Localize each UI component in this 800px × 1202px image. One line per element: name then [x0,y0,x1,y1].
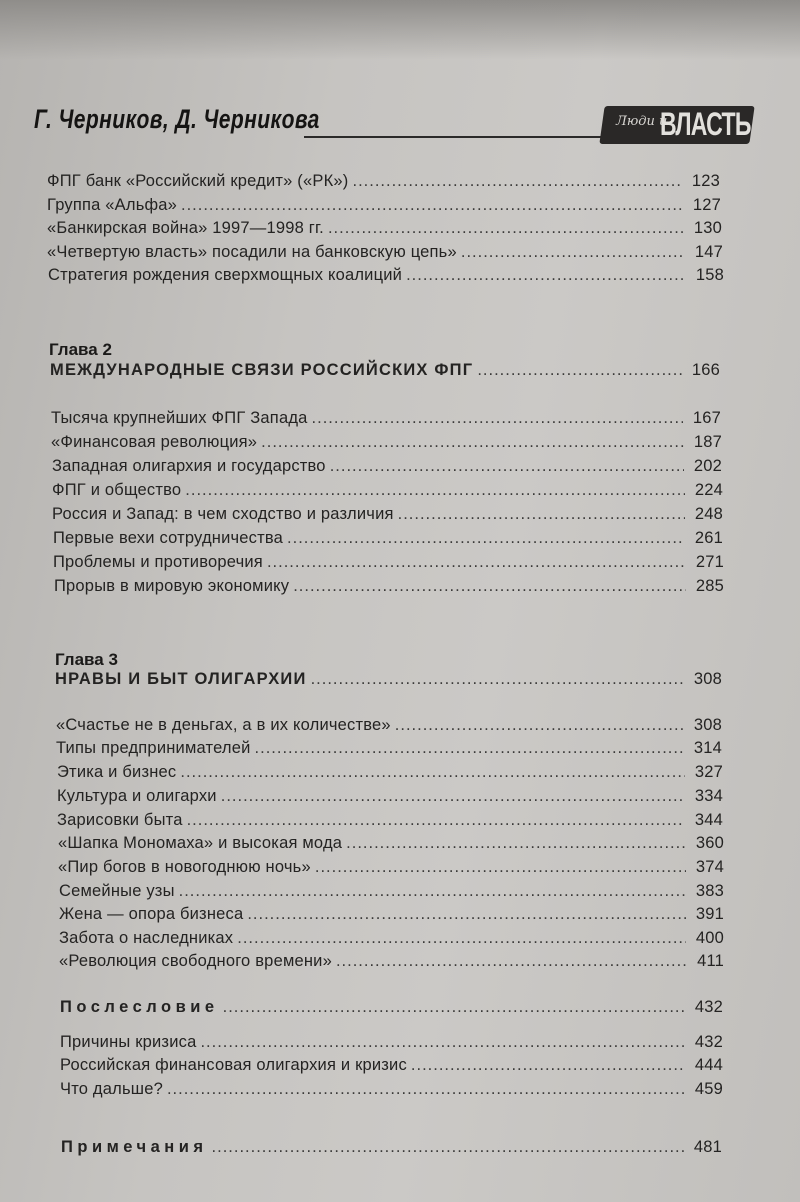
header-authors: Г. Черников, Д. Черникова [34,104,320,134]
toc-entry-title: Проблемы и противоречия [53,553,263,571]
notes-title: Примечания [61,1138,208,1156]
toc-entry-page: 285 [695,577,724,595]
toc-entry-page: 400 [695,929,724,947]
toc-entry [59,905,724,924]
toc-leader [328,219,684,238]
running-header [34,98,751,150]
series-logo [602,100,752,150]
page-top-shadow [0,0,800,60]
toc-entry-page: 314 [693,739,722,757]
toc-entry [52,481,723,500]
toc-leader [261,433,684,452]
toc-entry [52,457,722,476]
toc-leader [293,577,686,596]
toc-entry [57,763,723,782]
toc-leader [330,457,684,476]
toc-leader [477,361,682,380]
toc-leader [185,481,685,500]
toc-entry [48,266,724,285]
chapter-heading [55,670,722,689]
toc-leader [315,858,686,877]
afterword-page: 432 [694,998,723,1016]
toc-entry-page: 261 [694,529,723,547]
toc-entry [51,409,721,428]
toc-entry-page: 360 [695,834,724,852]
toc-entry [59,882,724,901]
toc-leader [167,1080,685,1099]
toc-entry-page: 383 [695,882,724,900]
toc-entry [58,858,724,877]
toc-leader [346,834,686,853]
logo-small-text: Люди и [616,114,668,129]
toc-entry-title: ФПГ и общество [52,481,182,499]
toc-entry-page: 444 [694,1056,723,1074]
toc-entry-page: 123 [691,172,720,190]
toc-entry [60,1080,723,1099]
toc-entry-title: Прорыв в мировую экономику [54,577,290,595]
toc-leader [237,929,686,948]
toc-entry-title: Стратегия рождения сверхмощных коалиций [48,266,403,284]
toc-entry-page: 344 [694,811,723,829]
toc-entry [60,1056,723,1075]
toc-leader [411,1056,685,1075]
toc-leader [179,882,686,901]
toc-entry-title: ФПГ банк «Российский кредит» («РК») [47,172,349,190]
toc-entry-page: 459 [694,1080,723,1098]
toc-entry-title: Тысяча крупнейших ФПГ Запада [51,409,308,427]
toc-entry [47,243,723,262]
notes-heading [61,1138,722,1157]
toc-entry-title: «Пир богов в новогоднюю ночь» [58,858,311,876]
toc-leader [221,787,685,806]
toc-leader [395,716,684,735]
toc-entry [59,952,724,971]
toc-entry-page: 334 [694,787,723,805]
toc-entry-title: «Шапка Мономаха» и высокая мода [58,834,343,852]
chapter-title: МЕЖДУНАРОДНЫЕ СВЯЗИ РОССИЙСКИХ ФПГ [50,361,474,379]
toc-entry-title: «Банкирская война» 1997—1998 гг. [47,219,324,237]
chapter-heading [50,361,720,380]
toc-entry-page: 308 [693,716,722,734]
toc-entry-title: «Революция свободного времени» [59,952,332,970]
toc-entry-page: 130 [693,219,722,237]
toc-entry [54,577,724,596]
toc-entry-page: 271 [695,553,724,571]
toc-entry [59,929,724,948]
header-rule [304,136,634,138]
toc-entry-page: 432 [694,1033,723,1051]
toc-entry [56,716,722,735]
toc-entry-title: Группа «Альфа» [47,196,178,214]
chapter-page: 166 [691,361,720,379]
toc-entry-page: 248 [694,505,723,523]
toc-leader [267,553,686,572]
toc-entry-page: 167 [692,409,721,427]
toc-entry-page: 202 [693,457,722,475]
toc-entry-title: Россия и Запад: в чем сходство и различия [52,505,394,523]
chapter-page: 308 [693,670,722,688]
toc-leader [287,529,685,548]
toc-entry [53,529,723,548]
toc-entry [47,172,720,191]
chapter-label: Глава 2 [49,340,112,359]
toc-entry-title: Типы предпринимателей [56,739,251,757]
chapter-title: НРАВЫ И БЫТ ОЛИГАРХИИ [55,670,307,688]
toc-entry-title: Что дальше? [60,1080,163,1098]
afterword-title: Послесловие [60,998,219,1016]
toc-leader [398,505,685,524]
toc-entry-title: Жена — опора бизнеса [59,905,244,923]
toc-entry-title: Российская финансовая олигархия и кризис [60,1056,407,1074]
toc-entry-title: Семейные узы [59,882,175,900]
toc-entry-title: Культура и олигархи [57,787,217,805]
toc-entry-title: Зарисовки быта [57,811,183,829]
logo-big-text: ВЛАСТЬ [660,106,751,142]
toc-leader [352,172,682,191]
toc-entry [53,553,724,572]
toc-leader [180,763,685,782]
toc-entry [57,787,723,806]
toc-leader [311,670,684,689]
toc-leader [255,739,684,758]
toc-entry [47,196,721,215]
toc-leader [223,998,685,1017]
toc-entry-page: 411 [697,952,724,970]
toc-leader [312,409,683,428]
toc-entry-page: 327 [694,763,723,781]
toc-entry [52,505,723,524]
toc-entry-page: 391 [695,905,724,923]
toc-entry [51,433,722,452]
toc-entry [56,739,722,758]
toc-entry-title: Причины кризиса [60,1033,197,1051]
toc-entry-title: «Финансовая революция» [51,433,258,451]
toc-leader [336,952,686,971]
toc-entry-title: Этика и бизнес [57,763,177,781]
afterword-heading [60,998,723,1017]
toc-leader [406,266,686,285]
chapter-label: Глава 3 [55,650,118,669]
toc-entry-title: «Четвертую власть» посадили на банковскую цепь» [47,243,457,261]
toc-entry-page: 187 [693,433,722,451]
toc-entry-title: Первые вехи сотрудничества [53,529,284,547]
toc-leader [181,196,683,215]
toc-entry-page: 374 [695,858,724,876]
toc-entry-page: 224 [694,481,723,499]
toc-entry [47,219,722,238]
toc-leader [200,1033,685,1052]
toc-entry-page: 158 [695,266,724,284]
toc-leader [212,1138,684,1157]
toc-leader [461,243,685,262]
toc-entry-page: 127 [692,196,721,214]
toc-entry-title: Западная олигархия и государство [52,457,326,475]
toc-entry [60,1033,723,1052]
toc-entry [58,834,724,853]
toc-entry-page: 147 [694,243,723,261]
toc-entry-title: Забота о наследниках [59,929,234,947]
toc-leader [187,811,685,830]
toc-leader [247,905,686,924]
notes-page: 481 [693,1138,722,1156]
toc-entry [57,811,723,830]
toc-entry-title: «Счастье не в деньгах, а в их количестве» [56,716,391,734]
